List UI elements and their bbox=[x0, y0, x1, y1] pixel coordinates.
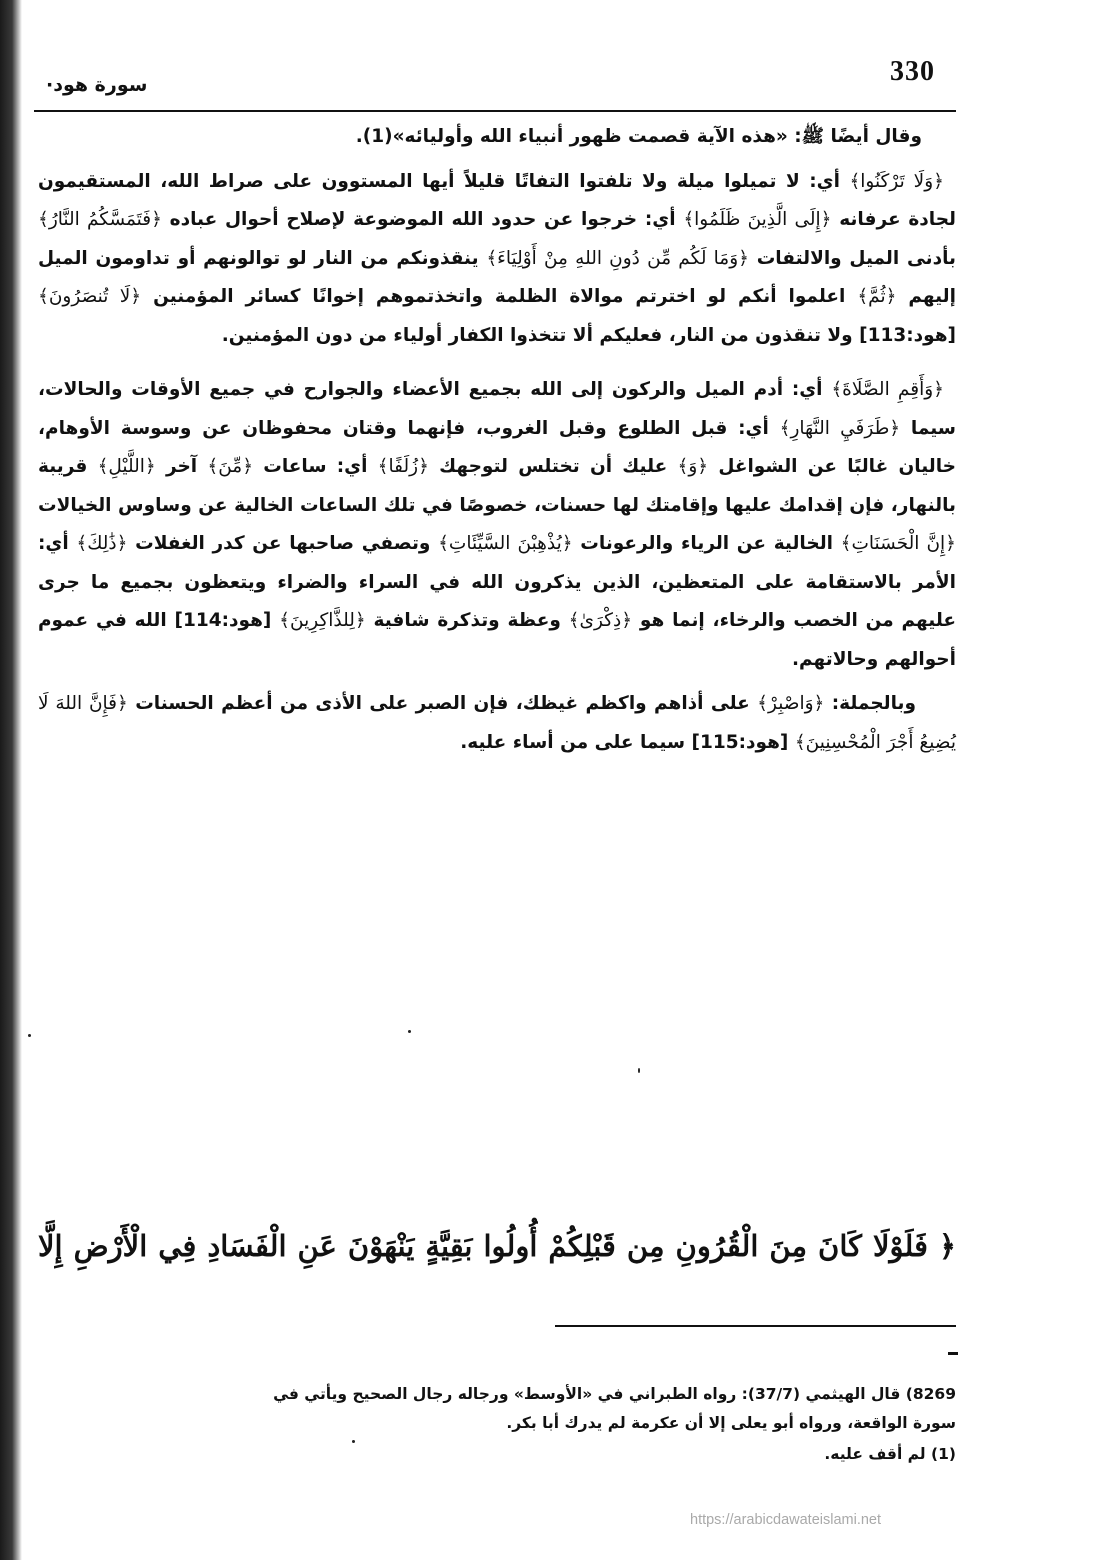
commentary-text: سيما على من أساء عليه. bbox=[460, 731, 692, 753]
commentary-text: بأدنى الميل والالتفات bbox=[748, 247, 956, 269]
quran-quote: ﴿زُلَفًا﴾ bbox=[377, 456, 429, 477]
footnote-dash bbox=[948, 1352, 958, 1355]
commentary-text: أي: قبل الطلوع وقبل الغروب، فإنهما وقتان محفوظان عن وسوسة الأوهام، خاليان غالبًا عن الشواغل bbox=[38, 417, 956, 477]
quran-quote: ﴿وَأَقِمِ الصَّلَاةَ﴾ bbox=[831, 379, 944, 400]
commentary-text: أي: أدم الميل والركون إلى الله بجميع الأعضاء والجوارح في جميع الأوقات والحالات، سيما bbox=[38, 379, 956, 439]
commentary-text: ولا تنقذون من النار، فعليكم ألا تتخذوا الكفار أولياء من دون المؤمنين. bbox=[221, 324, 860, 346]
commentary-text: آخر bbox=[155, 456, 208, 477]
quran-quote: ﴿يُذْهِبْنَ السَّيِّئَاتِ﴾ bbox=[438, 533, 573, 554]
footnotes bbox=[58, 1380, 956, 1469]
commentary-text: ينقذونكم من النار لو توالونهم أو تداومون الميل إليهم bbox=[38, 247, 956, 307]
commentary-text: وعظة وتذكرة شافية bbox=[365, 610, 569, 631]
scan-speck bbox=[638, 1068, 640, 1073]
commentary-text: أي: خرجوا عن حدود الله الموضوعة لإصلاح أحوال عباده bbox=[161, 209, 684, 230]
commentary-text: على أذاهم واكظم غيظك، فإن الصبر على الأذى من أعظم الحسنات bbox=[127, 693, 758, 714]
intro-paragraph: وقال أيضًا ﷺ: «هذه الآية قصمت ظهور أنبياء الله وأوليائه»(1). bbox=[355, 126, 922, 147]
verse-reference: [هود:115] bbox=[691, 731, 795, 753]
commentary-paragraph-3 bbox=[38, 685, 956, 762]
quran-quote: ﴿مِّنَ﴾ bbox=[207, 456, 254, 477]
watermark-url: https://arabicdawateislami.net bbox=[690, 1512, 882, 1528]
scan-binding-shadow bbox=[0, 0, 22, 1560]
header-dot-icon: · bbox=[46, 74, 54, 96]
hadith-reference-line: 8269) قال الهيثمي (37/7): رواه الطبراني في «الأوسط» ورجاله رجال الصحيح ويأتي في bbox=[273, 1385, 956, 1403]
page-number: 330 bbox=[890, 56, 935, 87]
commentary-text: الله في عموم أحوالهم وحالاتهم. bbox=[38, 610, 956, 670]
quran-quote: ﴿وَ﴾ bbox=[677, 456, 709, 477]
hadith-reference-line: سورة الواقعة، ورواه أبو يعلى إلا أن عكرمة لم يدرك أبا بكر. bbox=[506, 1414, 956, 1432]
commentary-text: أي: لا تميلوا ميلة ولا تلفتوا التفاتًا قليلاً أيها المستوون على صراط الله، المستقيمون لجادة عرفانه bbox=[38, 170, 956, 230]
verse-reference: [هود:114] bbox=[174, 610, 280, 631]
quran-quote: ﴿ذَٰلِكَ﴾ bbox=[76, 533, 128, 554]
surah-name-label: سورة هود bbox=[53, 74, 148, 96]
scan-speck bbox=[352, 1440, 355, 1443]
scan-speck bbox=[408, 1030, 411, 1033]
quran-quote: ﴿إِلَى الَّذِينَ ظَلَمُوا﴾ bbox=[683, 209, 832, 230]
quran-quote: ﴿فَإِنَّ اللهَ لَا يُضِيعُ أَجْرَ الْمُحْسِنِينَ﴾ bbox=[38, 693, 956, 753]
quran-quote: ﴿وَمَا لَكُم مِّن دُونِ اللهِ مِنْ أَوْلِيَاءَ﴾ bbox=[486, 247, 749, 269]
quran-quote: ﴿لِلذَّاكِرِينَ﴾ bbox=[279, 610, 366, 631]
quran-quote: ﴿فَتَمَسَّكُمُ النَّارُ﴾ bbox=[38, 209, 162, 230]
main-text bbox=[38, 118, 956, 762]
commentary-text: وتصفي صاحبها عن كدر الغفلات bbox=[127, 533, 439, 554]
verse-reference: [هود:113] bbox=[859, 324, 956, 346]
quran-quote: ﴿إِنَّ الْحَسَنَاتِ﴾ bbox=[840, 533, 957, 554]
commentary-paragraph-2 bbox=[38, 371, 956, 679]
quran-quote: ﴿وَاصْبِرْ﴾ bbox=[757, 693, 825, 714]
quran-quote: ﴿اللَّيْلِ﴾ bbox=[97, 456, 156, 477]
quran-verse-line: ﴿ فَلَوْلَا كَانَ مِنَ الْقُرُونِ مِن قَبْلِكُمْ أُولُوا بَقِيَّةٍ يَنْهَوْنَ عَنِ الْفَسَادِ فِي الْأَرْضِ إِلَّا bbox=[38, 1229, 956, 1263]
quran-quote: ﴿وَلَا تَرْكَنُوا﴾ bbox=[849, 170, 944, 192]
commentary-paragraph-1 bbox=[38, 163, 956, 356]
quran-quote: ﴿لَا تُنصَرُونَ﴾ bbox=[38, 286, 142, 307]
surah-name-running-head bbox=[38, 74, 147, 96]
footnote-rule bbox=[555, 1325, 956, 1327]
commentary-text: عليك أن تختلس لتوجهك bbox=[428, 456, 678, 477]
page-header bbox=[38, 52, 956, 108]
scan-speck bbox=[28, 1034, 31, 1037]
commentary-text: أي: ساعات bbox=[253, 456, 378, 477]
commentary-text: اعلموا أنكم لو اخترتم موالاة الظلمة واتخذتموهم إخوانًا كسائر المؤمنين bbox=[141, 286, 858, 307]
commentary-text: أي: الأمر بالاستقامة على المتعظين، الذين يذكرون الله في السراء والضراء ويتعظون بجميع ما جرى عليهم من الخصب والرخاء، إنما هو bbox=[38, 533, 957, 631]
footnote-1: (1) لم أقف عليه. bbox=[824, 1445, 956, 1463]
commentary-text: الخالية عن الرياء والرعونات bbox=[572, 533, 841, 554]
commentary-text: قريبة بالنهار، فإن إقدامك عليها وإقامتك لها حسنات، خصوصًا في تلك الساعات الخالية عن وساوس الخيالات bbox=[38, 456, 956, 516]
quran-quote: ﴿ثُمَّ﴾ bbox=[857, 286, 897, 307]
commentary-text: وبالجملة: bbox=[824, 693, 917, 714]
header-rule bbox=[34, 110, 956, 112]
quran-quote: ﴿طَرَفَيِ النَّهَارِ﴾ bbox=[779, 417, 901, 439]
quran-quote: ﴿ذِكْرَىٰ﴾ bbox=[568, 610, 633, 631]
